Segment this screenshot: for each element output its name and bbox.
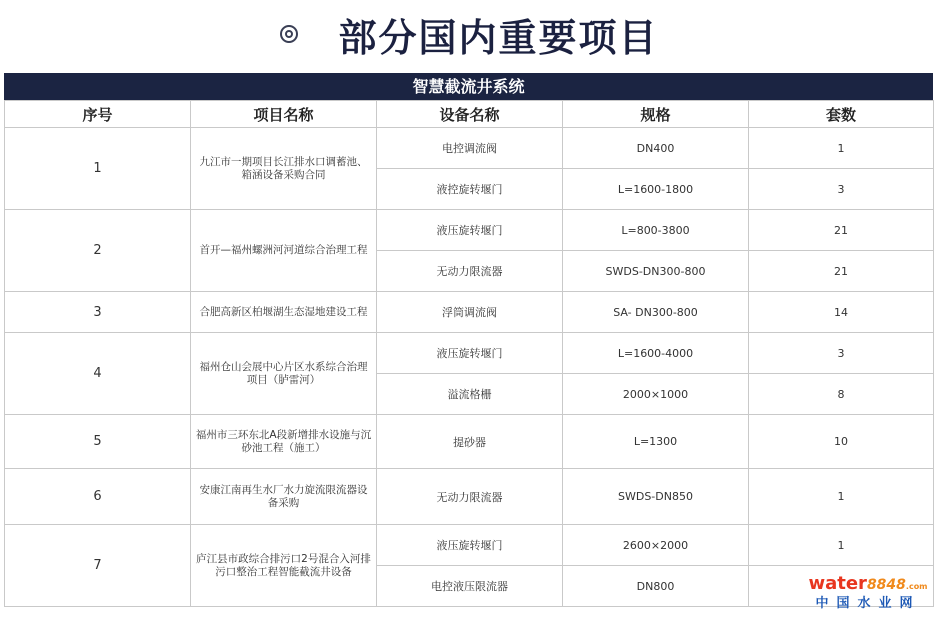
watermark-number: 8848 [866, 577, 906, 593]
cell-device-name: 电控液压限流器 [377, 566, 563, 607]
cell-project-name: 首开—福州螺洲河河道综合治理工程 [191, 210, 377, 292]
cell-seq: 5 [5, 415, 191, 469]
cell-device-name: 溢流格栅 [377, 374, 563, 415]
bullet-circle-icon [280, 25, 298, 43]
cell-device-name: 液控旋转堰门 [377, 169, 563, 210]
col-header-qty: 套数 [749, 101, 934, 128]
cell-spec: 2000×1000 [563, 374, 749, 415]
cell-spec: SA- DN300-800 [563, 292, 749, 333]
table-header-row [5, 101, 934, 128]
cell-spec: SWDS-DN300-800 [563, 251, 749, 292]
table-body [5, 128, 934, 607]
cell-qty: 8 [749, 374, 934, 415]
table-row [5, 128, 934, 169]
cell-device-name: 无动力限流器 [377, 251, 563, 292]
table-row [5, 525, 934, 566]
watermark-cn: 中国水业网 [815, 596, 921, 611]
cell-device-name: 液压旋转堰门 [377, 525, 563, 566]
cell-spec: L=1300 [563, 415, 749, 469]
cell-project-name: 安康江南再生水厂水力旋流限流器设备采购 [191, 469, 377, 525]
project-table-wrapper [4, 73, 933, 607]
table-row [5, 333, 934, 374]
col-header-spec: 规格 [563, 101, 749, 128]
page-header [0, 0, 939, 68]
cell-qty: 3 [749, 333, 934, 374]
cell-spec: DN800 [563, 566, 749, 607]
cell-spec: L=1600-4000 [563, 333, 749, 374]
watermark-suffix: .com [905, 582, 928, 591]
cell-project-name: 福州仓山会展中心片区水系综合治理项目（胪雷河） [191, 333, 377, 415]
cell-qty: 21 [749, 251, 934, 292]
cell-device-name: 液压旋转堰门 [377, 333, 563, 374]
cell-spec: 2600×2000 [563, 525, 749, 566]
cell-qty: 10 [749, 415, 934, 469]
cell-seq: 3 [5, 292, 191, 333]
cell-spec: DN400 [563, 128, 749, 169]
cell-device-name: 电控调流阀 [377, 128, 563, 169]
table-row [5, 210, 934, 251]
cell-project-name: 九江市一期项目长江排水口调蓄池、箱涵设备采购合同 [191, 128, 377, 210]
cell-project-name: 合肥高新区柏堰湖生态湿地建设工程 [191, 292, 377, 333]
project-table [4, 100, 934, 607]
cell-seq: 1 [5, 128, 191, 210]
site-watermark-logo [807, 573, 929, 611]
cell-spec: SWDS-DN850 [563, 469, 749, 525]
cell-project-name: 福州市三环东北A段新增排水设施与沉砂池工程（施工） [191, 415, 377, 469]
table-row [5, 415, 934, 469]
col-header-seq: 序号 [5, 101, 191, 128]
col-header-device: 设备名称 [377, 101, 563, 128]
page-title: 部分国内重要项目 [338, 15, 659, 60]
table-row [5, 292, 934, 333]
cell-device-name: 提砂器 [377, 415, 563, 469]
cell-seq: 4 [5, 333, 191, 415]
cell-qty: 1 [749, 128, 934, 169]
cell-qty: 21 [749, 210, 934, 251]
cell-project-name: 庐江县市政综合排污口2号混合入河排污口整治工程智能截流井设备 [191, 525, 377, 607]
table-row [5, 469, 934, 525]
cell-seq: 7 [5, 525, 191, 607]
table-caption: 智慧截流井系统 [4, 73, 933, 100]
watermark-brand: water [808, 573, 867, 594]
cell-device-name: 液压旋转堰门 [377, 210, 563, 251]
cell-seq: 6 [5, 469, 191, 525]
col-header-project: 项目名称 [191, 101, 377, 128]
cell-spec: L=1600-1800 [563, 169, 749, 210]
cell-spec: L=800-3800 [563, 210, 749, 251]
cell-seq: 2 [5, 210, 191, 292]
cell-qty: 1 [749, 469, 934, 525]
cell-device-name: 无动力限流器 [377, 469, 563, 525]
cell-qty: 14 [749, 292, 934, 333]
cell-qty: 1 [749, 525, 934, 566]
cell-qty: 3 [749, 169, 934, 210]
cell-device-name: 浮筒调流阀 [377, 292, 563, 333]
